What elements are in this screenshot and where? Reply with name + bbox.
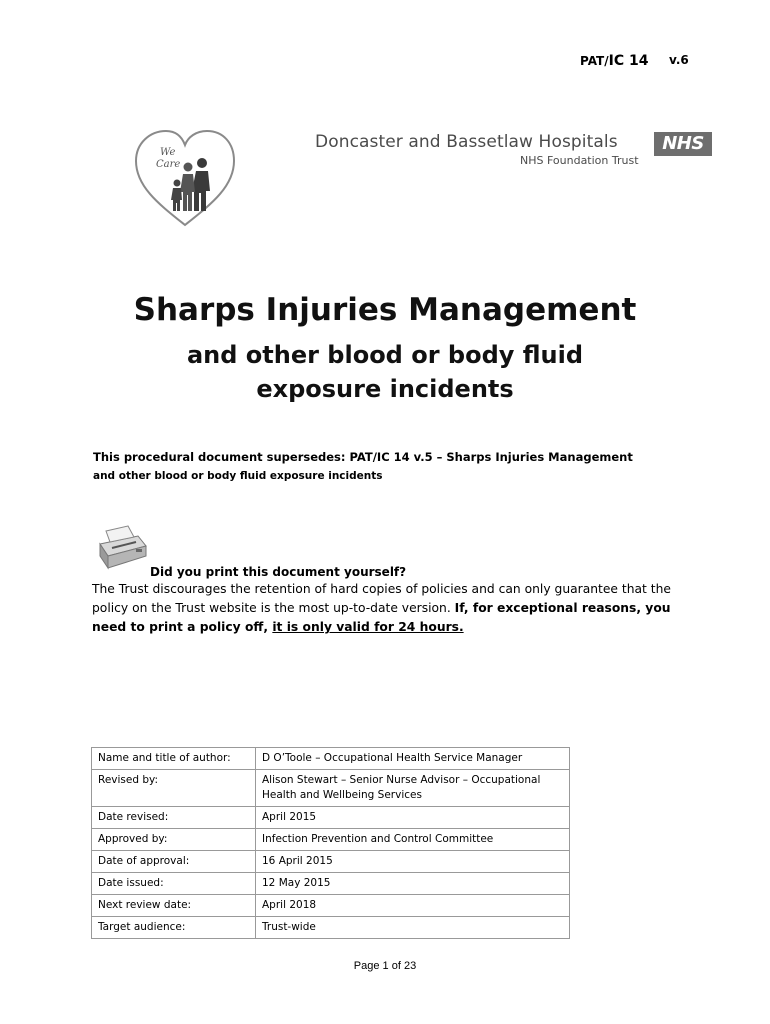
metadata-value: D O’Toole – Occupational Health Service Manager <box>256 748 570 770</box>
nhs-logo-badge: NHS <box>654 132 712 156</box>
metadata-key: Date revised: <box>92 807 256 829</box>
table-row <box>92 917 570 939</box>
organisation-name: Doncaster and Bassetlaw Hospitals <box>315 132 618 152</box>
metadata-value: Infection Prevention and Control Committee <box>256 829 570 851</box>
reference-code: PAT/IC 14 <box>580 53 649 69</box>
document-title: Sharps Injuries Management <box>133 292 637 328</box>
metadata-key: Revised by: <box>92 770 256 807</box>
table-row <box>92 895 570 917</box>
table-row <box>92 807 570 829</box>
page-number: Page 1 of 23 <box>353 960 417 972</box>
metadata-value: Trust-wide <box>256 917 570 939</box>
table-row <box>92 770 570 807</box>
metadata-value: April 2015 <box>256 807 570 829</box>
heart-icon <box>130 125 240 230</box>
document-reference <box>0 50 770 70</box>
metadata-key: Approved by: <box>92 829 256 851</box>
print-notice-validity: it is only valid for 24 hours. <box>272 620 464 634</box>
supersedes-notice <box>93 448 713 486</box>
subtitle-line-2: exposure incidents <box>256 375 514 403</box>
metadata-key: Date of approval: <box>92 851 256 873</box>
we-care-text-2: Care <box>156 159 181 170</box>
metadata-value: 12 May 2015 <box>256 873 570 895</box>
organisation-header <box>315 132 639 167</box>
print-notice-emphasis: If, for exceptional reasons, you need to print a policy off, <box>92 601 671 634</box>
metadata-value: Alison Stewart – Senior Nurse Advisor – Occupational Health and Wellbeing Services <box>256 770 570 807</box>
document-metadata-table <box>91 747 570 939</box>
metadata-key: Date issued: <box>92 873 256 895</box>
print-notice-text: The Trust discourages the retention of hard copies of policies and can only guarantee that the policy on the Trust website is the most up-to-date version. <box>92 582 671 615</box>
table-row <box>92 748 570 770</box>
printer-icon <box>90 522 150 572</box>
metadata-key: Target audience: <box>92 917 256 939</box>
document-subtitle <box>0 338 770 406</box>
table-row <box>92 829 570 851</box>
supersedes-line-1: This procedural document supersedes: PAT/IC 14 v.5 – Sharps Injuries Management <box>93 450 633 464</box>
metadata-value: 16 April 2015 <box>256 851 570 873</box>
metadata-key: Name and title of author: <box>92 748 256 770</box>
metadata-value: April 2018 <box>256 895 570 917</box>
table-row <box>92 873 570 895</box>
print-notice-body <box>92 580 702 637</box>
supersedes-line-2: and other blood or body fluid exposure incidents <box>93 470 383 482</box>
we-care-heart-logo <box>130 125 240 230</box>
version-label: v.6 <box>669 53 689 67</box>
print-notice-heading: Did you print this document yourself? <box>150 565 407 579</box>
organisation-subtitle: NHS Foundation Trust <box>520 154 639 167</box>
we-care-text-1: We <box>160 147 176 158</box>
metadata-key: Next review date: <box>92 895 256 917</box>
subtitle-line-1: and other blood or body fluid <box>186 341 584 369</box>
table-row <box>92 851 570 873</box>
